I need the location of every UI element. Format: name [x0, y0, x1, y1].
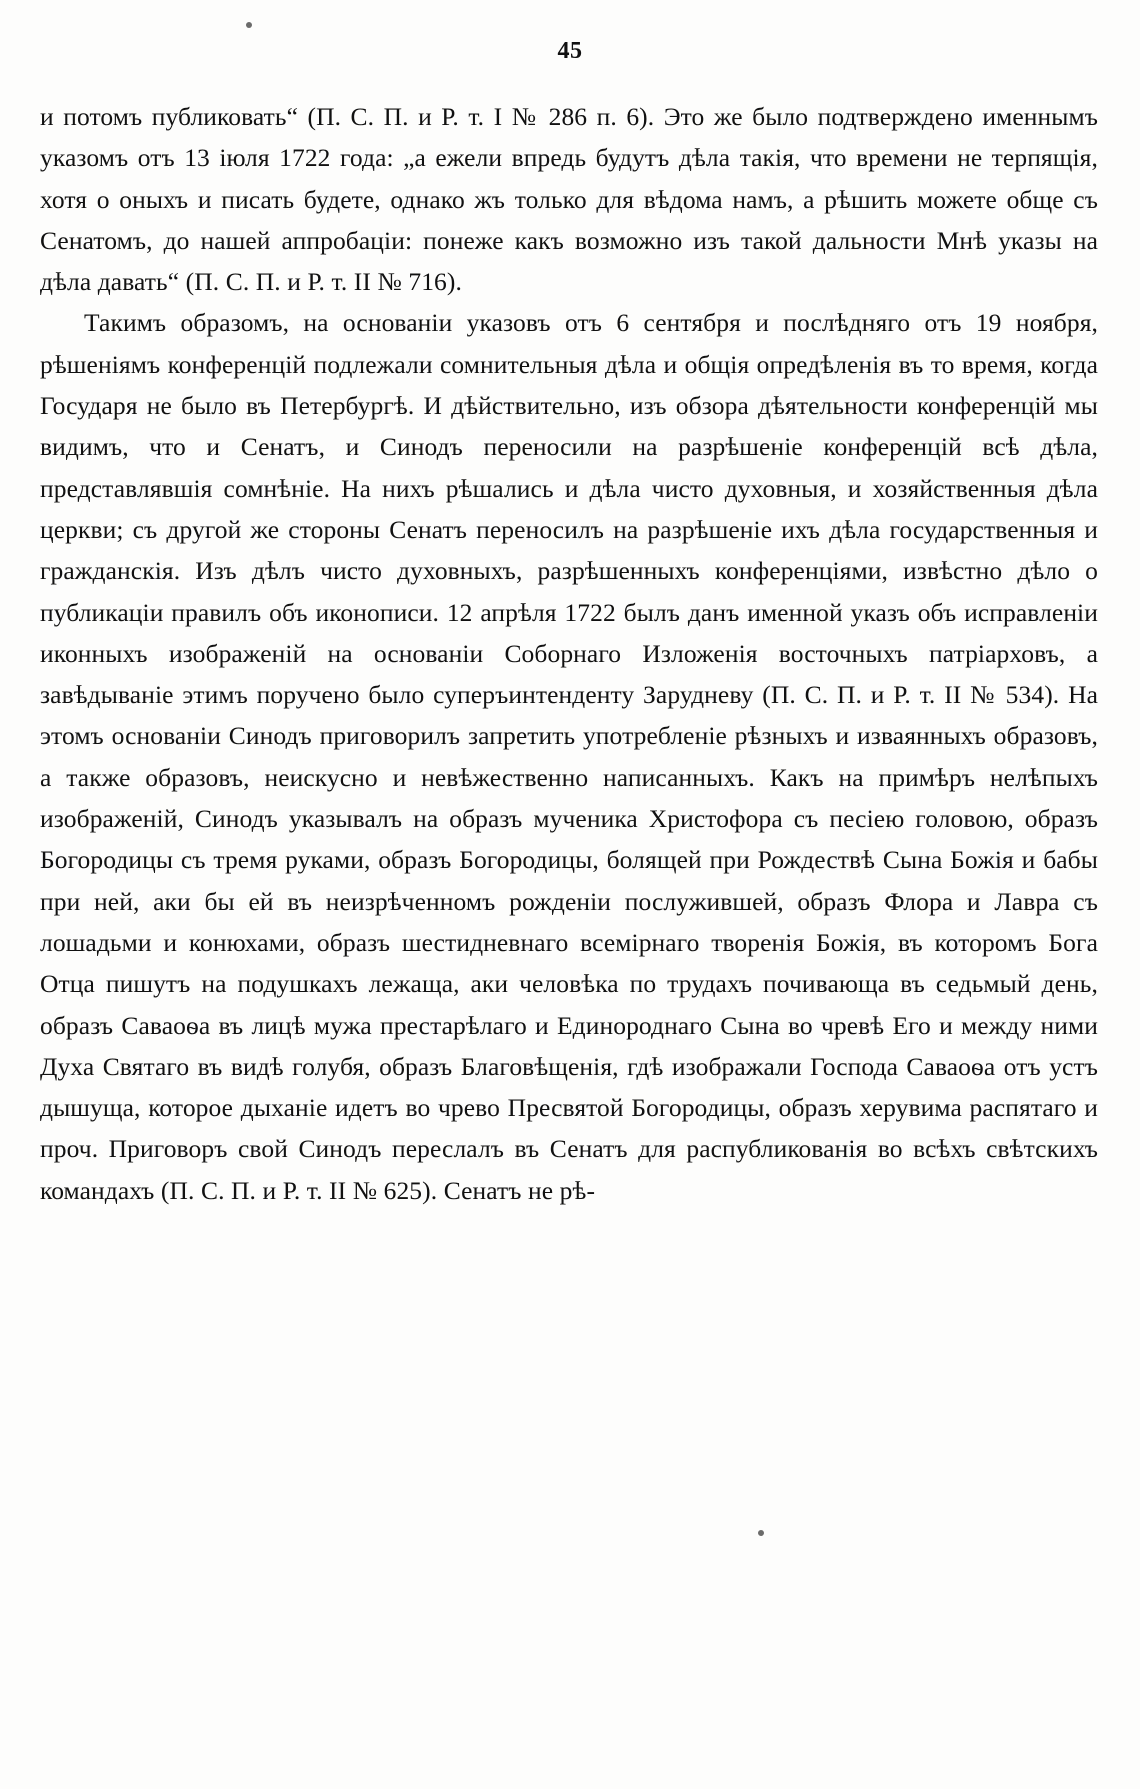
paragraph-1: и потомъ публиковать“ (П. С. П. и Р. т. I № 286 п. 6). Это же было подтверждено именнымъ указомъ отъ 13 іюля 1722 года: „а ежели впредь будутъ дѣла такія, что времени не терпящія, хотя о оныхъ и писать будете, однако жъ только для вѣдома намъ, а рѣшить можете обще съ Сенатомъ, до нашей аппробаціи: понеже какъ возможно изъ такой дальности Мнѣ указы на дѣла давать“ (П. С. П. и Р. т. II № 716). — [40, 102, 1098, 297]
paragraph-2: Такимъ образомъ, на основаніи указовъ отъ 6 сентября и послѣдняго отъ 19 ноября, рѣшеніямъ конференцій подлежали сомнительныя дѣла и общія опредѣленія въ то время, когда Государя не было въ Петербургѣ. И дѣйствительно, изъ обзора дѣятельности конференцій мы видимъ, что и Сенатъ, и Синодъ переносили на разрѣшеніе конференцій всѣ дѣла, представлявшія сомнѣніе. На нихъ рѣшались и дѣла чисто духовныя, и хозяйственныя дѣла церкви; съ другой же стороны Сенатъ переносилъ на разрѣшеніе ихъ дѣла государственныя и гражданскія. Изъ дѣлъ чисто духовныхъ, разрѣшенныхъ конференціями, извѣстно дѣло о публикаціи правилъ объ иконописи. 12 апрѣля 1722 былъ данъ именной указъ объ исправленіи иконныхъ изображеній на основаніи Соборнаго Изложенія восточныхъ патріарховъ, а завѣдываніе этимъ поручено было суперъинтенденту Зарудневу (П. С. П. и Р. т. II № 534). На этомъ основаніи Синодъ приговорилъ запретить употребленіе рѣзныхъ и изваянныхъ образовъ, а также образовъ, неискусно и невѣжественно написанныхъ. Какъ на примѣръ нелѣпыхъ изображеній, Синодъ указывалъ на образъ мученика Христофора съ песіею головою, образъ Богородицы съ тремя руками, образъ Богородицы, болящей при Рождествѣ Сына Божія и бабы при ней, аки бы ей въ неизрѣченномъ рожденіи послужившей, образъ Флора и Лавра съ лошадьми и конюхами, образъ шестидневнаго всемірнаго творенія Божія, въ которомъ Бога Отца пишутъ на подушкахъ лежаща, аки человѣка по трудахъ почивающа въ седьмый день, образъ Саваоѳа въ лицѣ мужа престарѣлаго и Единороднаго Сына во чревѣ Его и между ними Духа Святаго въ видѣ голубя, образъ Благовѣщенія, гдѣ изображали Господа Саваоѳа отъ устъ дышуща, которое дыханіе идетъ во чрево Пресвятой Богородицы, образъ херувима распятаго и проч. Приговоръ свой Синодъ переслалъ въ Сенатъ для распубликованія во всѣхъ свѣтскихъ командахъ (П. С. П. и Р. т. II № 625). Сенатъ не рѣ- — [40, 308, 1098, 1205]
page-body — [40, 96, 1098, 1211]
page-number: 45 — [557, 38, 583, 64]
page-bottom-speck — [758, 1530, 764, 1536]
page-top-speck — [246, 22, 252, 28]
